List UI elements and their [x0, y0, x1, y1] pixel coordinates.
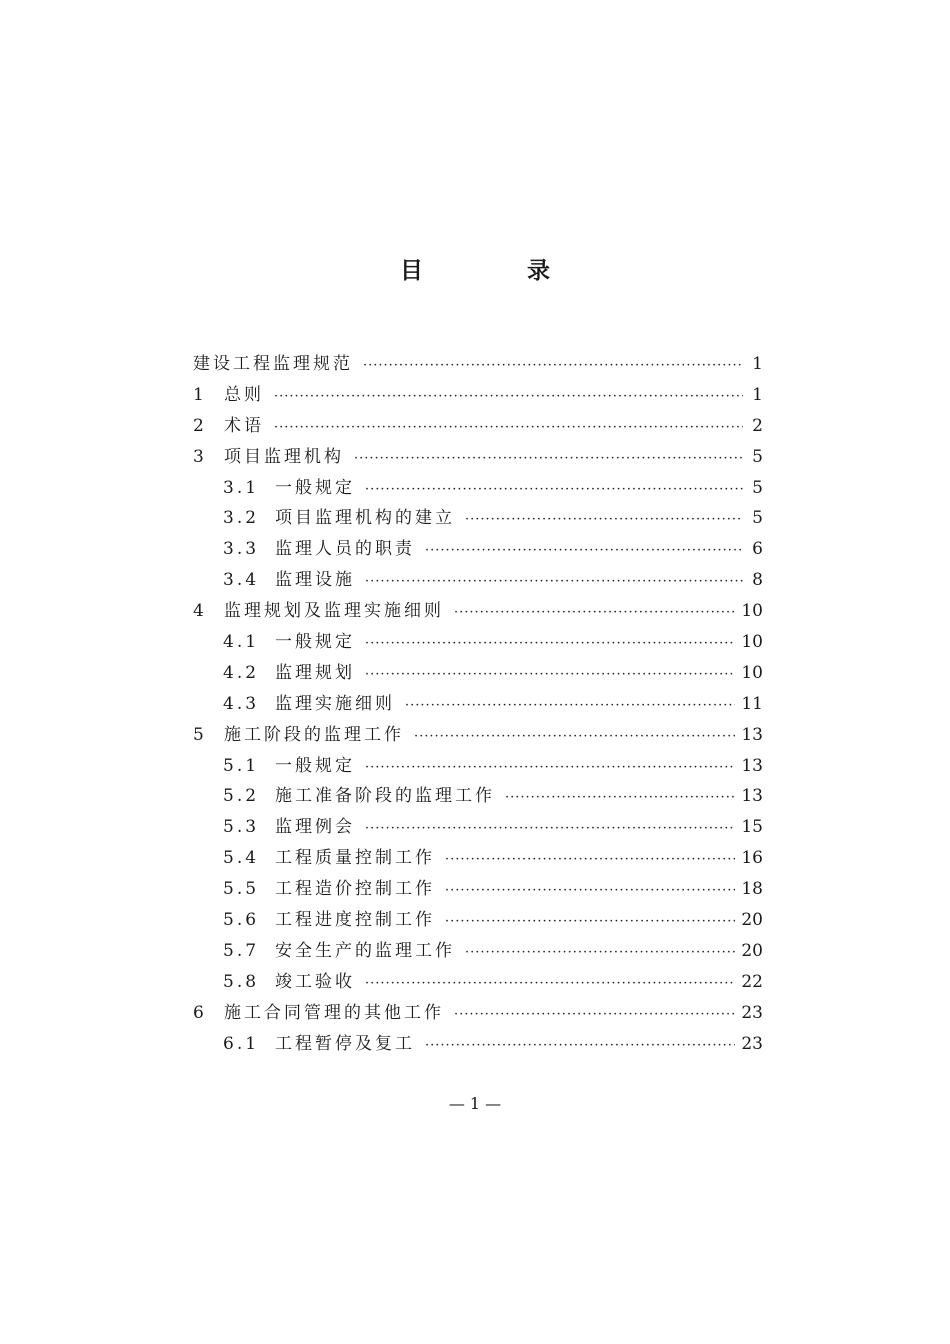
toc-entry: [193, 627, 763, 658]
toc-entry: [193, 812, 763, 843]
toc-entry: [193, 1029, 763, 1060]
dot-leader: [445, 852, 735, 867]
dot-leader: [365, 667, 735, 682]
page-title: 目 录: [399, 258, 598, 284]
toc-entry-title: 工程质量控制工作: [275, 848, 435, 869]
toc-entry: [193, 967, 763, 998]
toc-entry-title: 总则: [224, 384, 264, 405]
toc-entry-number: 3.4: [223, 570, 260, 591]
toc-entry-number: 3.1: [223, 477, 260, 498]
toc-entry-page: 20: [741, 910, 763, 931]
toc-entry-number: 5.6: [223, 910, 260, 931]
dot-leader: [445, 883, 735, 898]
toc-entry-number: 4.3: [223, 693, 260, 714]
toc-entry-title: 工程暂停及复工: [275, 1033, 415, 1054]
toc-entry-title: 监理实施细则: [275, 693, 395, 714]
toc-entry-number: 6.1: [223, 1033, 260, 1054]
toc-entry-number: 3.3: [223, 539, 260, 560]
dot-leader: [445, 914, 735, 929]
toc-entry-title: 施工准备阶段的监理工作: [275, 786, 495, 807]
toc-entry-title: 监理规划: [275, 662, 355, 683]
toc-entry: [193, 781, 763, 812]
toc-entry-page: 20: [741, 940, 763, 961]
dot-leader: [425, 543, 743, 558]
toc-entry: [193, 843, 763, 874]
dot-leader: [405, 698, 735, 713]
toc-entry-page: 10: [741, 662, 763, 683]
toc-entry-page: 6: [752, 539, 763, 560]
dot-leader: [425, 1038, 735, 1053]
toc-entry-page: 13: [741, 786, 763, 807]
dot-leader: [365, 636, 735, 651]
toc-entry-title: 工程进度控制工作: [275, 910, 435, 931]
toc-entry-page: 23: [741, 1033, 763, 1054]
toc-entry-page: 18: [741, 879, 763, 900]
toc-entry-number: 5.2: [223, 786, 260, 807]
toc-entry-title: 项目监理机构的建立: [275, 508, 455, 529]
dot-leader: [274, 389, 743, 404]
toc-entry-page: 8: [752, 570, 763, 591]
toc-entry: [193, 442, 763, 473]
toc-entry-number: 4.2: [223, 662, 260, 683]
dot-leader: [465, 945, 735, 960]
toc-entry-number: 1: [193, 384, 207, 405]
toc-entry-page: 5: [752, 477, 763, 498]
toc-entry: [193, 503, 763, 534]
toc-entry-page: 5: [752, 508, 763, 529]
toc-entry: [193, 874, 763, 905]
toc-entry-title: 一般规定: [275, 755, 355, 776]
dot-leader: [363, 358, 743, 373]
toc-entry-title: 建设工程监理规范: [193, 354, 353, 374]
toc-entry-number: 5: [193, 724, 207, 745]
toc-entry: [193, 751, 763, 782]
toc-entry-number: 4: [193, 601, 207, 622]
toc-entry-page: 2: [752, 415, 763, 436]
toc-entry: [193, 720, 763, 751]
dot-leader: [454, 1007, 735, 1022]
toc-entry-number: 5.5: [223, 879, 260, 900]
toc-entry-title: 施工合同管理的其他工作: [224, 1002, 444, 1023]
toc-entry: [193, 380, 763, 411]
toc-entry-title: 监理规划及监理实施细则: [224, 601, 444, 622]
toc-entry-number: 3: [193, 446, 207, 467]
toc-entry: [193, 689, 763, 720]
toc-entry-page: 1: [752, 384, 763, 405]
table-of-contents: [193, 349, 763, 1059]
dot-leader: [274, 420, 743, 435]
toc-entry-page: 23: [741, 1002, 763, 1023]
toc-entry: [193, 473, 763, 504]
toc-entry: [193, 905, 763, 936]
toc-entry: [193, 936, 763, 967]
toc-entry: [193, 596, 763, 627]
toc-entry-page: 15: [741, 817, 763, 838]
toc-entry: [193, 565, 763, 596]
dot-leader: [365, 574, 743, 589]
toc-entry: [193, 349, 763, 380]
toc-entry-number: 5.7: [223, 940, 260, 961]
dot-leader: [505, 790, 735, 805]
dot-leader: [465, 512, 743, 527]
toc-entry: [193, 658, 763, 689]
toc-entry-title: 术语: [224, 415, 264, 436]
toc-entry-title: 竣工验收: [275, 971, 355, 992]
toc-entry: [193, 998, 763, 1029]
toc-entry-number: 6: [193, 1002, 207, 1023]
toc-entry-page: 10: [741, 601, 763, 622]
dot-leader: [365, 821, 735, 836]
toc-entry-title: 监理例会: [275, 817, 355, 838]
toc-entry-page: 22: [741, 971, 763, 992]
toc-entry-page: 5: [752, 446, 763, 467]
toc-entry-title: 一般规定: [275, 477, 355, 498]
toc-entry-page: 1: [752, 354, 763, 374]
toc-entry-page: 13: [741, 755, 763, 776]
toc-entry-title: 工程造价控制工作: [275, 879, 435, 900]
toc-entry-title: 监理设施: [275, 570, 355, 591]
toc-entry-number: 5.3: [223, 817, 260, 838]
toc-entry-number: 5.4: [223, 848, 260, 869]
toc-entry-number: 4.1: [223, 632, 260, 653]
toc-entry-title: 安全生产的监理工作: [275, 940, 455, 961]
toc-entry-page: 16: [741, 848, 763, 869]
dot-leader: [354, 451, 743, 466]
toc-entry-page: 11: [741, 693, 763, 714]
toc-entry-number: 3.2: [223, 508, 260, 529]
dot-leader: [365, 482, 743, 497]
toc-entry-page: 13: [741, 724, 763, 745]
toc-entry-title: 一般规定: [275, 632, 355, 653]
toc-entry: [193, 534, 763, 565]
toc-entry: [193, 411, 763, 442]
page-number-footer: — 1 —: [448, 1094, 502, 1113]
dot-leader: [454, 605, 735, 620]
toc-entry-title: 项目监理机构: [224, 446, 344, 467]
toc-entry-title: 施工阶段的监理工作: [224, 724, 404, 745]
dot-leader: [414, 729, 735, 744]
dot-leader: [365, 760, 735, 775]
toc-entry-number: 5.1: [223, 755, 260, 776]
toc-entry-title: 监理人员的职责: [275, 539, 415, 560]
toc-entry-number: 5.8: [223, 971, 260, 992]
toc-entry-page: 10: [741, 632, 763, 653]
toc-entry-number: 2: [193, 415, 207, 436]
dot-leader: [365, 976, 735, 991]
